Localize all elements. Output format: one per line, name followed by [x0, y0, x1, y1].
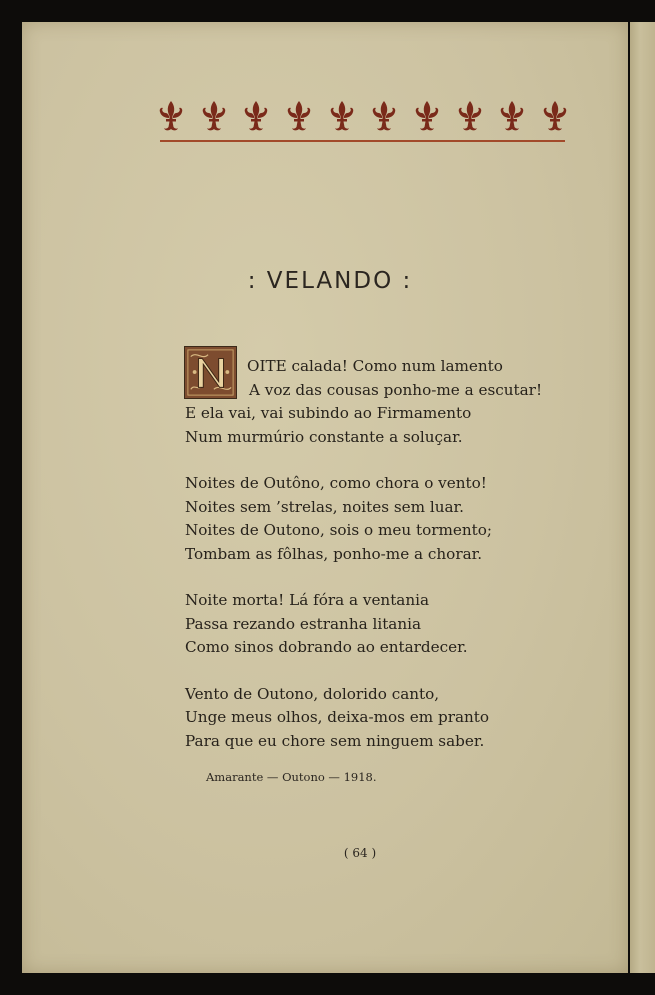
poem-line: Noite morta! Lá fóra a ventania [185, 591, 430, 609]
poem-title: : VELANDO : [247, 268, 413, 294]
poem-line: Noites sem ’strelas, noites sem luar. [185, 497, 464, 516]
poem-line: Vento de Outono, dolorido canto, [185, 684, 440, 703]
fleur-de-lis-icon [158, 99, 184, 133]
poem-body [185, 355, 565, 776]
ornament-rule [160, 140, 565, 142]
poem-line: Unge meus olhos, deixa-mos em pranto [185, 708, 490, 726]
stanza [185, 683, 565, 754]
fleur-de-lis-icon [329, 99, 355, 133]
poem-line: Noites de Outono, sois o meu tormento; [185, 521, 493, 539]
fleur-de-lis-icon [201, 99, 227, 133]
fleur-de-lis-icon [371, 99, 397, 133]
fleuron-ornament-row [158, 96, 568, 136]
fleur-de-lis-icon [414, 99, 440, 133]
page-number: ( 64 ) [343, 846, 377, 860]
fleur-de-lis-icon [286, 99, 312, 133]
fleur-de-lis-icon [542, 99, 568, 133]
stanza [185, 355, 565, 449]
poem-signature: Amarante — Outono — 1918. [206, 770, 377, 784]
next-page-edge [630, 22, 655, 973]
poem-line: Tombam as fôlhas, ponho-me a chorar. [185, 544, 483, 563]
poem-line: Num murmúrio constante a soluçar. [185, 427, 463, 446]
poem-line: E ela vai, vai subindo ao Firmamento [185, 404, 472, 422]
stanza [185, 472, 565, 566]
stanza [185, 589, 565, 660]
poem-line: Passa rezando estranha litania [185, 614, 422, 633]
fleur-de-lis-icon [499, 99, 525, 133]
poem-line: Como sinos dobrando ao entardecer. [185, 638, 468, 656]
poem-line: Para que eu chore sem ninguem saber. [185, 731, 485, 750]
fleur-de-lis-icon [457, 99, 483, 133]
poem-line: OITE calada! Como num lamento [247, 357, 503, 375]
poem-line: Noites de Outôno, como chora o vento! [185, 474, 487, 492]
poem-line: A voz das cousas ponho-me a escutar! [249, 380, 543, 399]
fleur-de-lis-icon [243, 99, 269, 133]
